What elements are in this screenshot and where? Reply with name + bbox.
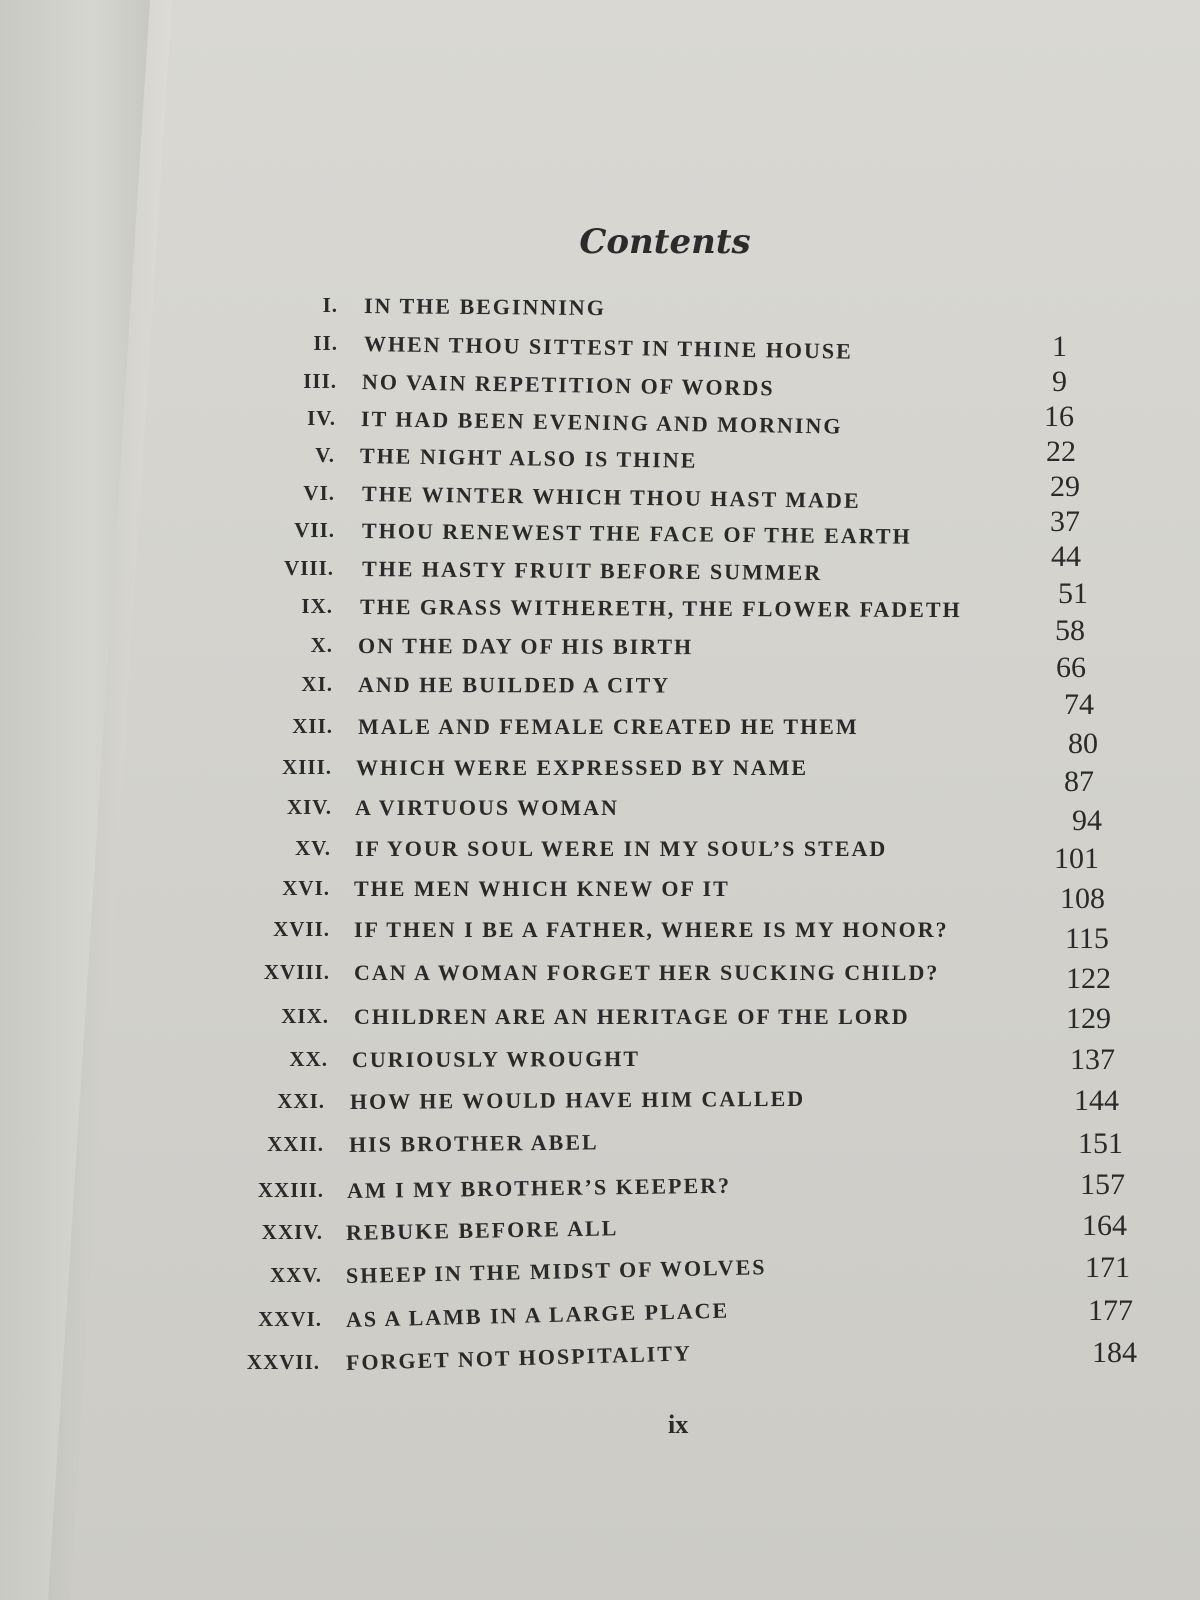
chapter-numeral: XII. [292, 714, 333, 738]
page-number: 122 [1066, 962, 1111, 995]
chapter-title: THE MEN WHICH KNEW OF IT [354, 876, 730, 901]
chapter-row [0, 518, 1200, 548]
chapter-title: CAN A WOMAN FORGET HER SUCKING CHILD? [354, 960, 940, 985]
chapter-title: AND HE BUILDED A CITY [357, 672, 671, 698]
page-number: 184 [1092, 1336, 1137, 1369]
chapter-numeral: XVI. [282, 876, 330, 900]
page-number: 137 [1070, 1043, 1115, 1076]
page-number: 9 [1052, 365, 1067, 398]
chapter-row [0, 876, 1200, 906]
page-title: Contents [579, 222, 751, 262]
chapter-title: WHEN THOU SITTEST IN THINE HOUSE [363, 331, 854, 364]
chapter-numeral: XXVII. [246, 1350, 320, 1374]
chapter-title: THE NIGHT ALSO IS THINE [359, 443, 698, 473]
page-number: 16 [1044, 400, 1074, 433]
chapter-numeral: VII. [294, 518, 335, 542]
chapter-numeral: XV. [295, 836, 331, 860]
chapter-title: IF YOUR SOUL WERE IN MY SOUL’S STEAD [355, 836, 888, 861]
chapter-title: HOW HE WOULD HAVE HIM CALLED [349, 1085, 806, 1114]
chapter-title: A VIRTUOUS WOMAN [355, 795, 619, 820]
page-number: 129 [1066, 1002, 1111, 1035]
chapter-title: CHILDREN ARE AN HERITAGE OF THE LORD [354, 1004, 910, 1029]
chapter-title: IT HAD BEEN EVENING AND MORNING [360, 406, 843, 439]
chapter-title: FORGET NOT HOSPITALITY [345, 1340, 693, 1375]
page-number: 29 [1050, 470, 1080, 503]
chapter-title: MALE AND FEMALE CREATED HE THEM [358, 714, 859, 739]
chapter-title: HIS BROTHER ABEL [348, 1129, 599, 1157]
chapter-numeral: XIV. [286, 795, 332, 819]
page-number: 94 [1072, 804, 1102, 837]
chapter-numeral: XXV. [269, 1263, 322, 1287]
chapter-numeral: I. [322, 293, 338, 317]
chapter-title: THE HASTY FRUIT BEFORE SUMMER [361, 556, 823, 586]
folio-page-number: ix [668, 1410, 689, 1439]
chapter-title: THE GRASS WITHERETH, THE FLOWER FADETH [359, 594, 962, 623]
chapter-numeral: XIX. [281, 1004, 329, 1028]
chapter-row [0, 755, 1200, 785]
chapter-row [0, 1129, 1200, 1162]
chapter-row [0, 1215, 1200, 1250]
chapter-numeral: XX. [289, 1047, 328, 1071]
chapter-title: CURIOUSLY WROUGHT [351, 1045, 641, 1072]
page-number: 101 [1054, 842, 1099, 875]
chapter-numeral: VIII. [284, 556, 334, 580]
page-number: 66 [1056, 651, 1086, 684]
chapter-numeral: XI. [301, 672, 333, 696]
page-number: 22 [1046, 435, 1076, 468]
chapter-numeral: V. [315, 443, 335, 467]
chapter-row [0, 594, 1200, 624]
chapter-row [0, 556, 1200, 586]
chapter-row [0, 369, 1200, 399]
page-number: 115 [1065, 922, 1109, 955]
page-number: 108 [1060, 882, 1105, 915]
chapter-row [0, 1297, 1200, 1337]
chapter-numeral: XXI. [277, 1089, 325, 1113]
chapter-row [0, 293, 1200, 323]
page-number: 164 [1082, 1209, 1127, 1242]
page-number: 177 [1088, 1294, 1133, 1327]
chapter-row [0, 481, 1200, 511]
chapter-numeral: X. [310, 633, 333, 657]
chapter-numeral: III. [303, 369, 337, 393]
chapter-row [0, 714, 1200, 744]
page-number: 51 [1058, 577, 1088, 610]
chapter-row [0, 1172, 1200, 1208]
chapter-row [0, 633, 1200, 663]
page-number: 58 [1055, 614, 1085, 647]
chapter-row [0, 672, 1200, 702]
page-number: 44 [1051, 540, 1081, 573]
page-number: 151 [1078, 1127, 1123, 1160]
chapter-title: IN THE BEGINNING [363, 293, 606, 321]
chapter-numeral: XVII. [273, 917, 330, 941]
chapter-row [0, 443, 1200, 473]
chapter-title: IF THEN I BE A FATHER, WHERE IS MY HONOR? [354, 917, 949, 942]
chapter-title: THE WINTER WHICH THOU HAST MADE [361, 481, 861, 513]
page-number: 1 [1052, 330, 1067, 363]
chapter-row [0, 795, 1200, 825]
chapter-numeral: XXIV. [261, 1220, 323, 1244]
page-number: 80 [1068, 727, 1098, 760]
chapter-title: ON THE DAY OF HIS BIRTH [357, 633, 694, 660]
chapter-row [0, 917, 1200, 947]
page-number: 171 [1085, 1251, 1130, 1284]
chapter-numeral: IX. [301, 594, 333, 618]
chapter-title: WHICH WERE EXPRESSED BY NAME [356, 755, 809, 780]
chapter-row [0, 1085, 1200, 1119]
page-number: 144 [1074, 1084, 1119, 1117]
page-number: 37 [1050, 505, 1080, 538]
chapter-row [0, 1047, 1200, 1077]
chapter-numeral: II. [313, 331, 338, 355]
chapter-title: REBUKE BEFORE ALL [345, 1215, 619, 1245]
chapter-title: NO VAIN REPETITION OF WORDS [361, 369, 775, 401]
chapter-numeral: XXII. [267, 1132, 324, 1156]
chapter-row [0, 960, 1200, 990]
page-number: 157 [1080, 1168, 1125, 1201]
chapter-row [0, 1004, 1200, 1034]
chapter-title: THOU RENEWEST THE FACE OF THE EARTH [361, 518, 912, 549]
chapter-numeral: IV. [307, 406, 336, 430]
chapter-row [0, 1340, 1200, 1380]
chapter-numeral: VI. [303, 481, 335, 505]
chapter-row [0, 406, 1200, 439]
page-number: 87 [1064, 765, 1094, 798]
chapter-row [0, 836, 1200, 866]
chapter-title: AS A LAMB IN A LARGE PLACE [345, 1297, 730, 1332]
chapter-numeral: XXVI. [258, 1307, 322, 1331]
chapter-title: SHEEP IN THE MIDST OF WOLVES [345, 1254, 767, 1288]
chapter-row [0, 1254, 1200, 1293]
chapter-numeral: XIII. [282, 755, 332, 779]
chapter-row [0, 331, 1200, 364]
chapter-numeral: XXIII. [257, 1178, 324, 1202]
chapter-numeral: XVIII. [263, 960, 330, 984]
chapter-title: AM I MY BROTHER’S KEEPER? [346, 1172, 732, 1203]
page-number: 74 [1064, 688, 1094, 721]
